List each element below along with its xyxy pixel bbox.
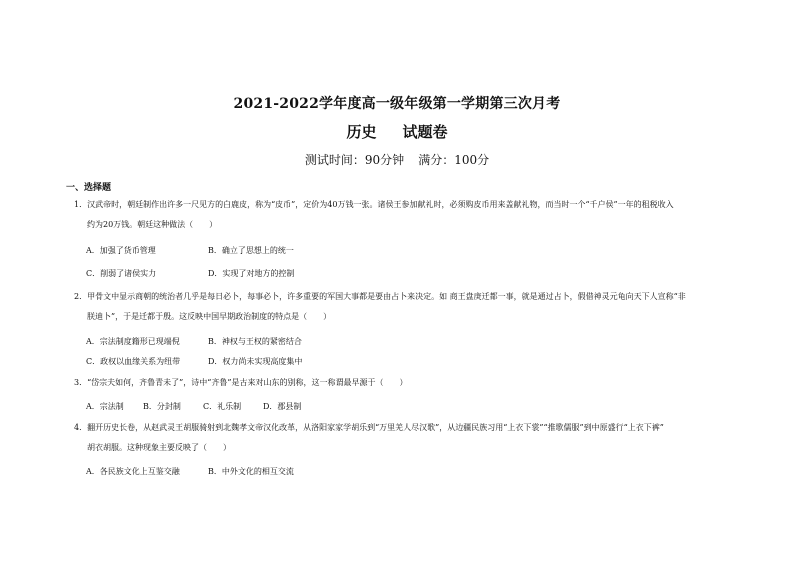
question-2	[74, 291, 734, 323]
exam-time-info	[0, 151, 794, 168]
option-c: C．礼乐制	[203, 402, 242, 411]
time-label: 测试时间：90分钟	[304, 153, 405, 167]
question-text: 4．翻开历史长卷，从赵武灵王胡服骑射到北魏孝文帝汉化改革，从洛阳家家学胡乐到“万里羌人尽汉歌”，从边疆民族习用“上衣下裳”“推歌儒服”到中原盛行“上衣下裤”	[74, 423, 664, 432]
exam-title: 2021-2022学年度高一级年级第一学期第三次月考	[233, 96, 561, 112]
question-text-cont: 朕迪卜”，于是迁都于殷。这反映中国早期政治制度的特点是（ ）	[87, 312, 332, 321]
question-text: 1．汉武帝时，朝廷制作出许多一尺见方的白鹿皮，称为“皮币”，定价为40万钱一张。诸侯王参加献礼时，必须购皮币用来盖献礼物，而当时一个“千户侯”一年的租税收入	[74, 200, 674, 209]
subject-line	[0, 121, 794, 142]
option-d: D．实现了对地方的控制	[208, 269, 295, 278]
score-label: 满分：100分	[418, 153, 490, 167]
question-text-cont: 约为20万钱。朝廷这种做法（ ）	[87, 220, 218, 229]
question-2-options-row2	[86, 356, 302, 367]
option-c: C．削弱了诸侯实力	[86, 269, 157, 278]
question-1-options-row1	[86, 245, 294, 256]
question-2-options-row1	[86, 336, 302, 347]
option-b: B．中外文化的相互交流	[208, 467, 294, 476]
question-text-cont: 胡衣胡服。这种现象主要反映了（ ）	[87, 443, 231, 452]
section-heading: 一、选择题	[66, 183, 112, 193]
question-3	[74, 377, 734, 389]
question-1-options-row2	[86, 268, 294, 279]
question-4-options	[86, 466, 294, 477]
option-d: D．权力尚未实现高度集中	[208, 357, 303, 366]
option-a: A．宗法制	[86, 402, 124, 411]
question-1	[74, 199, 734, 231]
option-a: A．各民族文化上互鉴交融	[86, 467, 180, 476]
option-a: A．宗法制度籍形已现端倪	[86, 337, 180, 346]
option-a: A．加强了货币管理	[86, 246, 156, 255]
option-b: B．分封制	[143, 402, 181, 411]
option-b: B．神权与王权的紧密结合	[208, 337, 302, 346]
option-d: D．郡县制	[263, 402, 302, 411]
option-c: C．政权以血缘关系为纽带	[86, 357, 181, 366]
subject-name: 历史	[346, 123, 377, 141]
question-3-options	[86, 401, 301, 412]
question-text: 3．“岱宗夫如何，齐鲁青未了”，诗中“齐鲁”是古来对山东的别称，这一称谓最早源于（ ）	[74, 378, 408, 387]
option-b: B．确立了思想上的统一	[208, 246, 294, 255]
question-4	[74, 422, 734, 454]
question-text: 2．甲骨文中显示商朝的统治者几乎是每日必卜，每事必卜，许多重要的军国大事都是要由占卜来决定。如 商王盘庚迁都一事，就是通过占卜，假借神灵元龟向天下人宣称“非	[74, 292, 686, 301]
paper-type: 试题卷	[402, 123, 448, 141]
